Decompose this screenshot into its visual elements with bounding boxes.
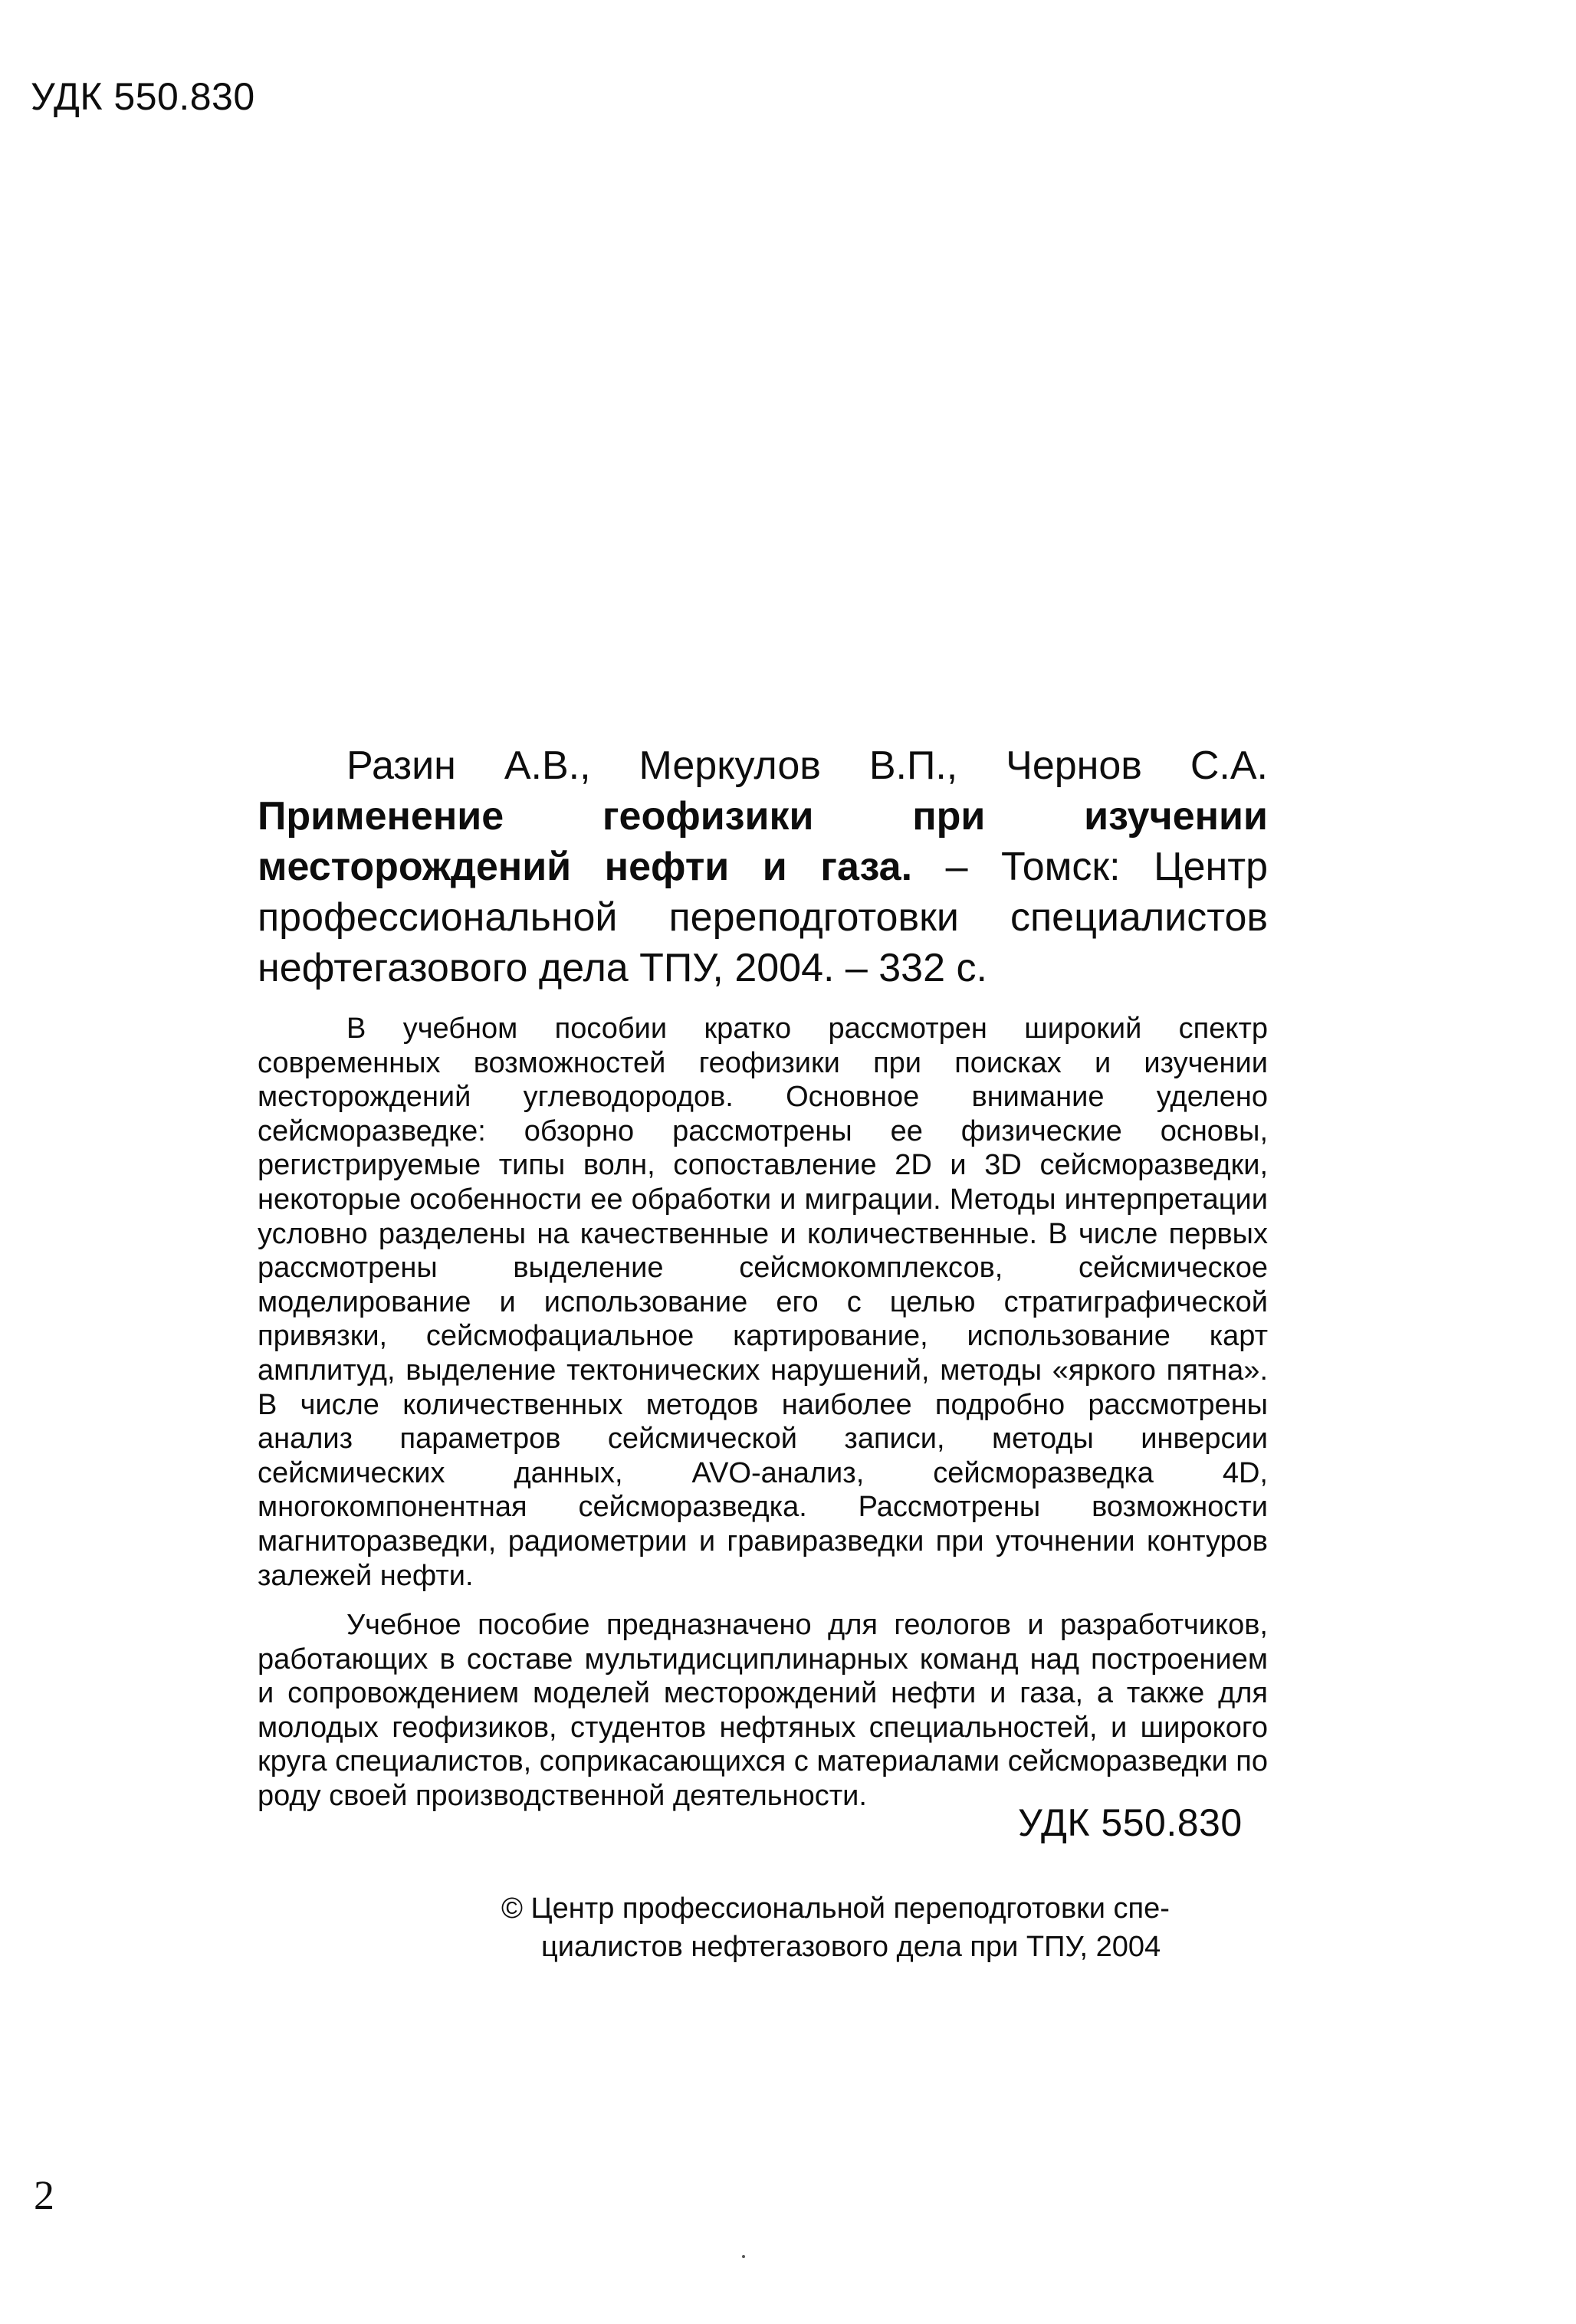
abstract-paragraph-2: Учебное пособие предназначено для геологов и разработчиков, работающих в составе мультидисциплинарных команд над построением и сопровождением моделей месторождений нефти и газа, а также для молодых геофизиков, студентов нефтяных специальностей, и широкого круга специалистов, соприкасающихся с материалами сейсморазведки по роду своей производственной деятельности. <box>258 1609 1268 1813</box>
copyright-notice <box>501 1889 1226 1966</box>
citation-authors: Разин А.В., Меркулов В.П., Чернов С.А. <box>346 743 1268 788</box>
citation-imprint: – Томск: Центр профессиональной переподготовки специалистов нефтегазового дела ТПУ, 2004. – 332 с. <box>258 845 1268 990</box>
bibliographic-record <box>258 740 1268 1814</box>
udk-code-bottom: УДК 550.830 <box>1018 1801 1243 1844</box>
scan-speck <box>742 2255 745 2258</box>
abstract-paragraph-1: В учебном пособии кратко рассмотрен широкий спектр современных возможностей геофизики при поисках и изучении месторождений углеводородов. Основное внимание уделено сейсморазведке: обзорно рассмотрены ее физические основы, регистрируемые типы волн, сопоставление 2D и 3D сейсморазведки, некоторые особенности ее обработки и миграции. Методы интерпретации условно разделены на качественные и количественные. В числе первых рассмотрены выделение сейсмокомплексов, сейсмическое моделирование и использование его с целью стратиграфической привязки, сейсмофациальное картирование, использование карт амплитуд, выделение тектонических нарушений, методы «яркого пятна». В числе количественных методов наиболее подробно рассмотрены анализ параметров сейсмической записи, методы инверсии сейсмических данных, AVO-анализ, сейсморазведка 4D, многокомпонентная сейсморазведка. Рассмотрены возможности магниторазведки, радиометрии и гравиразведки при уточнении контуров залежей нефти. <box>258 1013 1268 1592</box>
page-number: 2 <box>34 2172 54 2218</box>
copyright-line-2: циалистов нефтегазового дела при ТПУ, 2004 <box>541 1931 1161 1963</box>
copyright-line-1: © Центр профессиональной переподготовки спе- <box>501 1892 1170 1925</box>
citation-title: Применение геофизики при изучении месторождений нефти и газа. <box>258 794 1268 889</box>
citation <box>258 740 1268 993</box>
udk-code-top: УДК 550.830 <box>31 75 255 118</box>
